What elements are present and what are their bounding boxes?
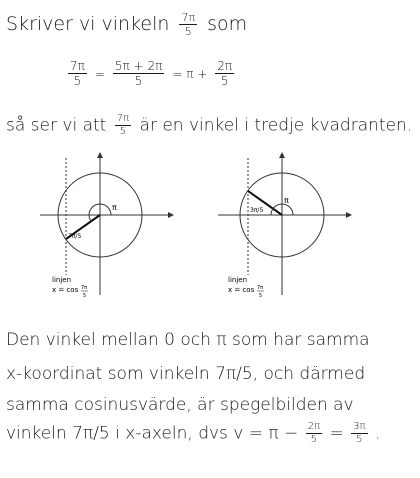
quadrant-text-end: är en vinkel i tredje kvadranten. [139,115,413,136]
fraction-denominator: 5 [310,434,318,445]
paragraph-line-4-text: vinkeln 7π/5 i x-axeln, dvs v = π − [6,423,299,444]
ray-label: 3π/5 [250,207,264,214]
intro-text: Skriver vi vinkeln [6,13,170,35]
angle-label: π [284,196,289,205]
fraction-numerator: 7π [181,11,196,24]
fraction-denominator: 5 [73,74,82,88]
equals-sign: = [329,423,344,444]
fraction-denominator: 5 [134,74,143,88]
caption-numerator: 7π [81,285,88,291]
caption-denominator: 5 [259,293,263,299]
period: . [374,423,381,444]
ray-label: 7π/5 [68,233,82,240]
fraction-numerator: 7π [70,59,85,73]
decomposition-equation [68,60,234,87]
unit-circle-left [28,150,178,310]
quadrant-line [6,114,412,137]
caption-denominator: 5 [83,293,87,299]
fraction-numerator: 2π [217,59,233,73]
angle-arc-lower [89,215,91,221]
two-pi-fifths-fraction [306,422,322,445]
x-axis-arrow [346,212,352,218]
paragraph-line-1: Den vinkel mellan 0 och π som har samma [6,330,370,350]
angle-fraction [179,12,197,37]
caption-line1: linjen [228,276,248,284]
caption-line2: x = cos [52,286,79,294]
intro-text-end: som [207,13,248,35]
equals-pi-plus: = π + [172,66,208,81]
fraction-denominator: 5 [184,25,192,38]
caption-line2: x = cos [228,286,255,294]
fraction-numerator: 2π [307,421,321,432]
rhs-fraction [215,60,234,87]
angle-label: π [112,203,117,212]
quadrant-text: så ser vi att [6,115,107,136]
fraction-denominator: 5 [220,74,229,88]
intro-line [6,12,247,37]
three-pi-fifths-fraction [351,422,367,445]
fraction-denominator: 5 [356,434,363,445]
x-axis-arrow [168,212,174,218]
unit-circle-right [212,150,362,310]
equals-sign: = [94,66,105,81]
y-axis-arrow [279,152,285,158]
y-axis-arrow [97,152,103,158]
lhs-fraction [68,60,87,87]
fraction-denominator: 5 [119,126,127,137]
paragraph-line-2: x-koordinat som vinkeln 7π/5, och därmed [6,364,366,384]
fraction-numerator: 3π [353,421,366,432]
paragraph-line-4 [6,422,380,445]
mid-fraction [113,60,164,87]
fraction-numerator: 5π + 2π [114,59,163,73]
paragraph-line-3: samma cosinusvärde, är spegelbilden av [6,395,354,415]
caption-numerator: 7π [257,285,264,291]
fraction-numerator: 7π [116,113,130,124]
angle-fraction [115,114,131,137]
caption-line1: linjen [52,276,72,284]
